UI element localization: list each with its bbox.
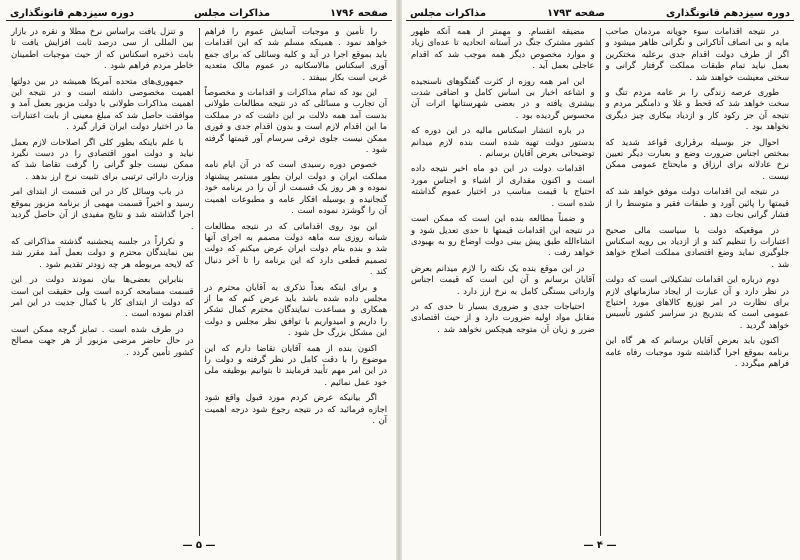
right-page-columns: [406, 26, 794, 538]
paragraph: این بود روی اقداماتی که در نتیجه مطالعات شبانه روزی سه ماهه دولت مصمم به اجرای آنها شد و بنده بنام دولت ایران عرض میکنم که دولت تصمیم قطعی دارد که این برنامه را تا آخر دنبال کند .: [204, 220, 387, 277]
paragraph: و تکراراً در جلسه پنجشنبه گذشته مذاکراتی که بین نمایندگان محترم و دولت بعمل آمد مقرر شد که لایحه مربوطه هر چه زودتر تقدیم شود .: [11, 235, 194, 269]
left-page-footer: — ۵ —: [182, 540, 216, 551]
paragraph: احوال جز بوسیله برقراری قواعد شدید که بمختص اجناس ضرورت وضع و بعبارت دیگر تعیین نرخ عادلانه برای ارزاق و مایحتاج عمومی ممکن نیست .: [605, 136, 789, 181]
paragraph: اکنون باید بعرض آقایان برسانم که هر گاه این برنامه بموقع اجرا گذاشته شود موجبات رفاه عامه فراهم میگردد .: [605, 335, 789, 368]
left-page-section: مذاکرات مجلس: [194, 7, 271, 19]
paragraph: اقدامات دولت در این دو ماه اخیر نتیجه داده است و اکنون مقداری از اشیاء و اجناس مورد احتیاج با قیمت مناسب در اختیار عموم گذاشته شده است .: [411, 163, 595, 208]
paragraph: و ضمناً مطالعه بنده این است که ممکن است در نتیجه این اقدامات قیمتها تا حدی تعدیل شود و انشاءالله طبق پیش بینی دولت اوضاع رو به بهبودی خواهد رفت .: [411, 213, 595, 258]
paragraph: بنابراین بعضی‌ها بیان نمودند دولت در این قسمت مسامحه کرده است ولی حقیقت این است که دولت از ابتدای کار با کمال جدیت در این امر اقدام نموده است .: [11, 274, 194, 319]
column-divider: [199, 28, 200, 536]
paragraph: در موقعیکه دولت با سیاست مالی صحیح اعتبارات را تنظیم کند و از ازدیاد بی رویه اسکناس جلوگیری نماید وضع اقتصادی مملکت اصلاح خواهد شد .: [605, 224, 789, 269]
book-gutter: [396, 0, 402, 560]
paragraph: در نتیجه این اقدامات دولت موفق خواهد شد که قیمتها را پائین آورد و طبقات فقیر و متوسط را از فشار گرانی نجات دهد .: [605, 186, 789, 220]
paragraph: و برای اینکه بعداً تذکری به آقایان محترم در مجلس داده شده باشد باید عرض کنم که ما از همکاری و مساعدت نمایندگان محترم کمال تشکر را داریم و امیدواریم با توافق نظر مجلس و دولت این مشکل بزرگ حل شود .: [204, 281, 387, 338]
paragraph: مضیقه انقسام. و مهمتر از همه آنکه ظهور کشور مشترک جنگ در آستانه اتحادیه تا عده‌ای زیاد و موارد مخصوص دیگر همه موجب شد که اقدام عاجلی بعمل آید .: [411, 26, 595, 71]
paragraph: با علم باینکه بطور کلی اگر اصلاحات لازم بعمل نیاید و دولت امور اقتصادی را در دست نگیرد ممکن نیست جلو گرانی را گرفت تقاضا شد که وزارت دارائی ترتیبی برای تثبیت نرخ ارز بدهد .: [11, 136, 194, 181]
paragraph: احتیاجات جدی و ضروری بسیار تا حدی که در مقابل مواد اولیه ضرورت دارد و از حیث اقتصادی ضرر و زیان آن متوجه هیچکس نخواهد شد .: [411, 300, 595, 334]
left-page-column-right: [200, 26, 393, 538]
paragraph: دوم درباره این اقدامات تشکیلاتی است که دولت در نظر دارد و آن عبارت از ایجاد سازمانهای لازم برای نظارت در امر توزیع کالاهای مورد احتیاج عمومی است که بتدریج در سراسر کشور تأسیس خواهد گردید .: [605, 274, 789, 330]
paragraph: در طرف شده است . تمایز گرچه ممکن است در حال حاضر مرضی مزبور از هر جهت مصالح کشور تأمین گردد .: [11, 323, 194, 357]
paragraph: اگر بیانیکه عرض کردم مورد قبول واقع شود اجازه فرمائید که در نتیجه رجوع شود درجه اهمیت آن .: [204, 392, 387, 425]
left-page: [6, 6, 392, 554]
paragraph: در باب وسائل کار در این قسمت از ابتدای امر رسید و اخیراً قسمت مهمی از برنامه مزبور بموقع اجرا گذاشته شد و نتایج مفیدی از آن حاصل گردید .: [11, 186, 194, 231]
left-page-number: صفحه ۱۷۹۶: [329, 7, 388, 19]
right-page-number: صفحه ۱۷۹۳: [546, 7, 606, 19]
paragraph: جمهوری‌های متحده آمریکا همیشه در بین دولتها اهمیت مخصوصی داشته است و در نتیجه این اهمیت مذاکرات طولانی با دولت مزبور بعمل آمد و موافقت حاصل شد که مبلغ معینی از بابت اعتبارات ما در اختیار دولت ایران قرار گیرد .: [11, 75, 194, 132]
paragraph: خصوص دوره رسیدی است که در آن ایام نامه مملکت ایران و دولت ایران بطور مستمر پیشنهاد نموده و هر روز یک قسمت از آن را در برنامه خود گنجانیده و بوسیله افکار عامه و مطبوعات اهمیت آن را گوشزد نموده است .: [204, 159, 387, 216]
right-page: [406, 6, 794, 554]
right-page-footer: — ۴ —: [583, 540, 617, 551]
paragraph: طوری عرصه زندگی را بر عامه مردم تنگ و سخت خواهد شد که قحط و غلا و دامنگیر مردم و نتیجه آن جز رکود کار و ازدیاد بیکاری چیز دیگری نخواهد بود .: [605, 87, 789, 132]
left-page-column-left: [6, 26, 199, 538]
paragraph: این امر همه روزه از کثرت گفتگوهای ناسنجیده و اشاعه اخبار بی اساس کامل و اضافی شدت بیشتری یافته و در بعضی شهرستانها اثرات آن محسوس گردیده بود .: [411, 75, 595, 120]
paragraph: و تنزل یافت براساس نرخ مطلا و نقره در بازار بین المللی از سی درصد ثابت افزایش یافت تا بابت ذخیره اسکناس که از حیث موجبات اطمینان خاطر مردم فراهم شود .: [11, 26, 194, 71]
column-divider: [600, 28, 601, 536]
paragraph: در این موقع بنده یک نکته را لازم میدانم بعرض آقایان برسانم و آن این است که قیمت اجناس وارداتی بستگی کامل به نرخ ارز دارد .: [411, 262, 595, 296]
left-page-columns: [6, 26, 392, 538]
left-page-header: [6, 6, 392, 21]
paragraph: این بود که تمام مذاکرات و اقدامات و مخصوصاً آن تجارب و مسائلی که در نتیجه مطالعات طولانی بدست آمد همه دلالت بر این داشت که در مملکت ما این اقدام لازم است و بدون اقدام جدی و فوری ممکن نیست جلوی ترقی سرسام آور قیمتها گرفته شود .: [204, 87, 387, 155]
right-page-column-right: [601, 26, 795, 538]
right-page-section: مذاکرات مجلس: [410, 7, 487, 19]
paragraph: در نتیجه اقدامات سوء جویانه مردمان صاحب مایه و بی انصاف آتاکرانی و نگرانی ظاهر میشود و اگر از طرف دولت اقدام جدی برعلیه مختکرین بعمل نیاید تمام طبقات مملکت گرفتار گرانی و سختی معیشت خواهند شد .: [605, 26, 789, 82]
right-page-header: [406, 6, 794, 21]
left-page-title: دوره سیزدهم قانونگذاری: [10, 7, 135, 19]
paragraph: در باره انتشار اسکناس مالیه در این دوره که بدستور دولت تهیه شده است بنده لازم میدانم توضیحاتی بعرض آقایان برسانم .: [411, 125, 595, 159]
paragraph: اکنون بنده از همه آقایان تقاضا دارم که این موضوع را با دقت کامل در نظر گرفته و دولت را در این امر مهم تأیید فرمایند تا بتوانیم بوظیفه ملی خود عمل نمائیم .: [204, 342, 387, 387]
right-page-column-left: [406, 26, 600, 538]
right-page-title: دوره سیزدهم قانونگذاری: [665, 7, 790, 19]
paragraph: را تأمین و موجبات آسایش عموم را فراهم خواهد نمود . همینکه مسلم شد که این اقدامات باید بموقع اجرا در آید و کلیه وسائلی که برای جمع آوری اسکناس مالاسکانیه در عموم مالک متعدیه غربی است بکار ببیفتد .: [204, 26, 387, 82]
